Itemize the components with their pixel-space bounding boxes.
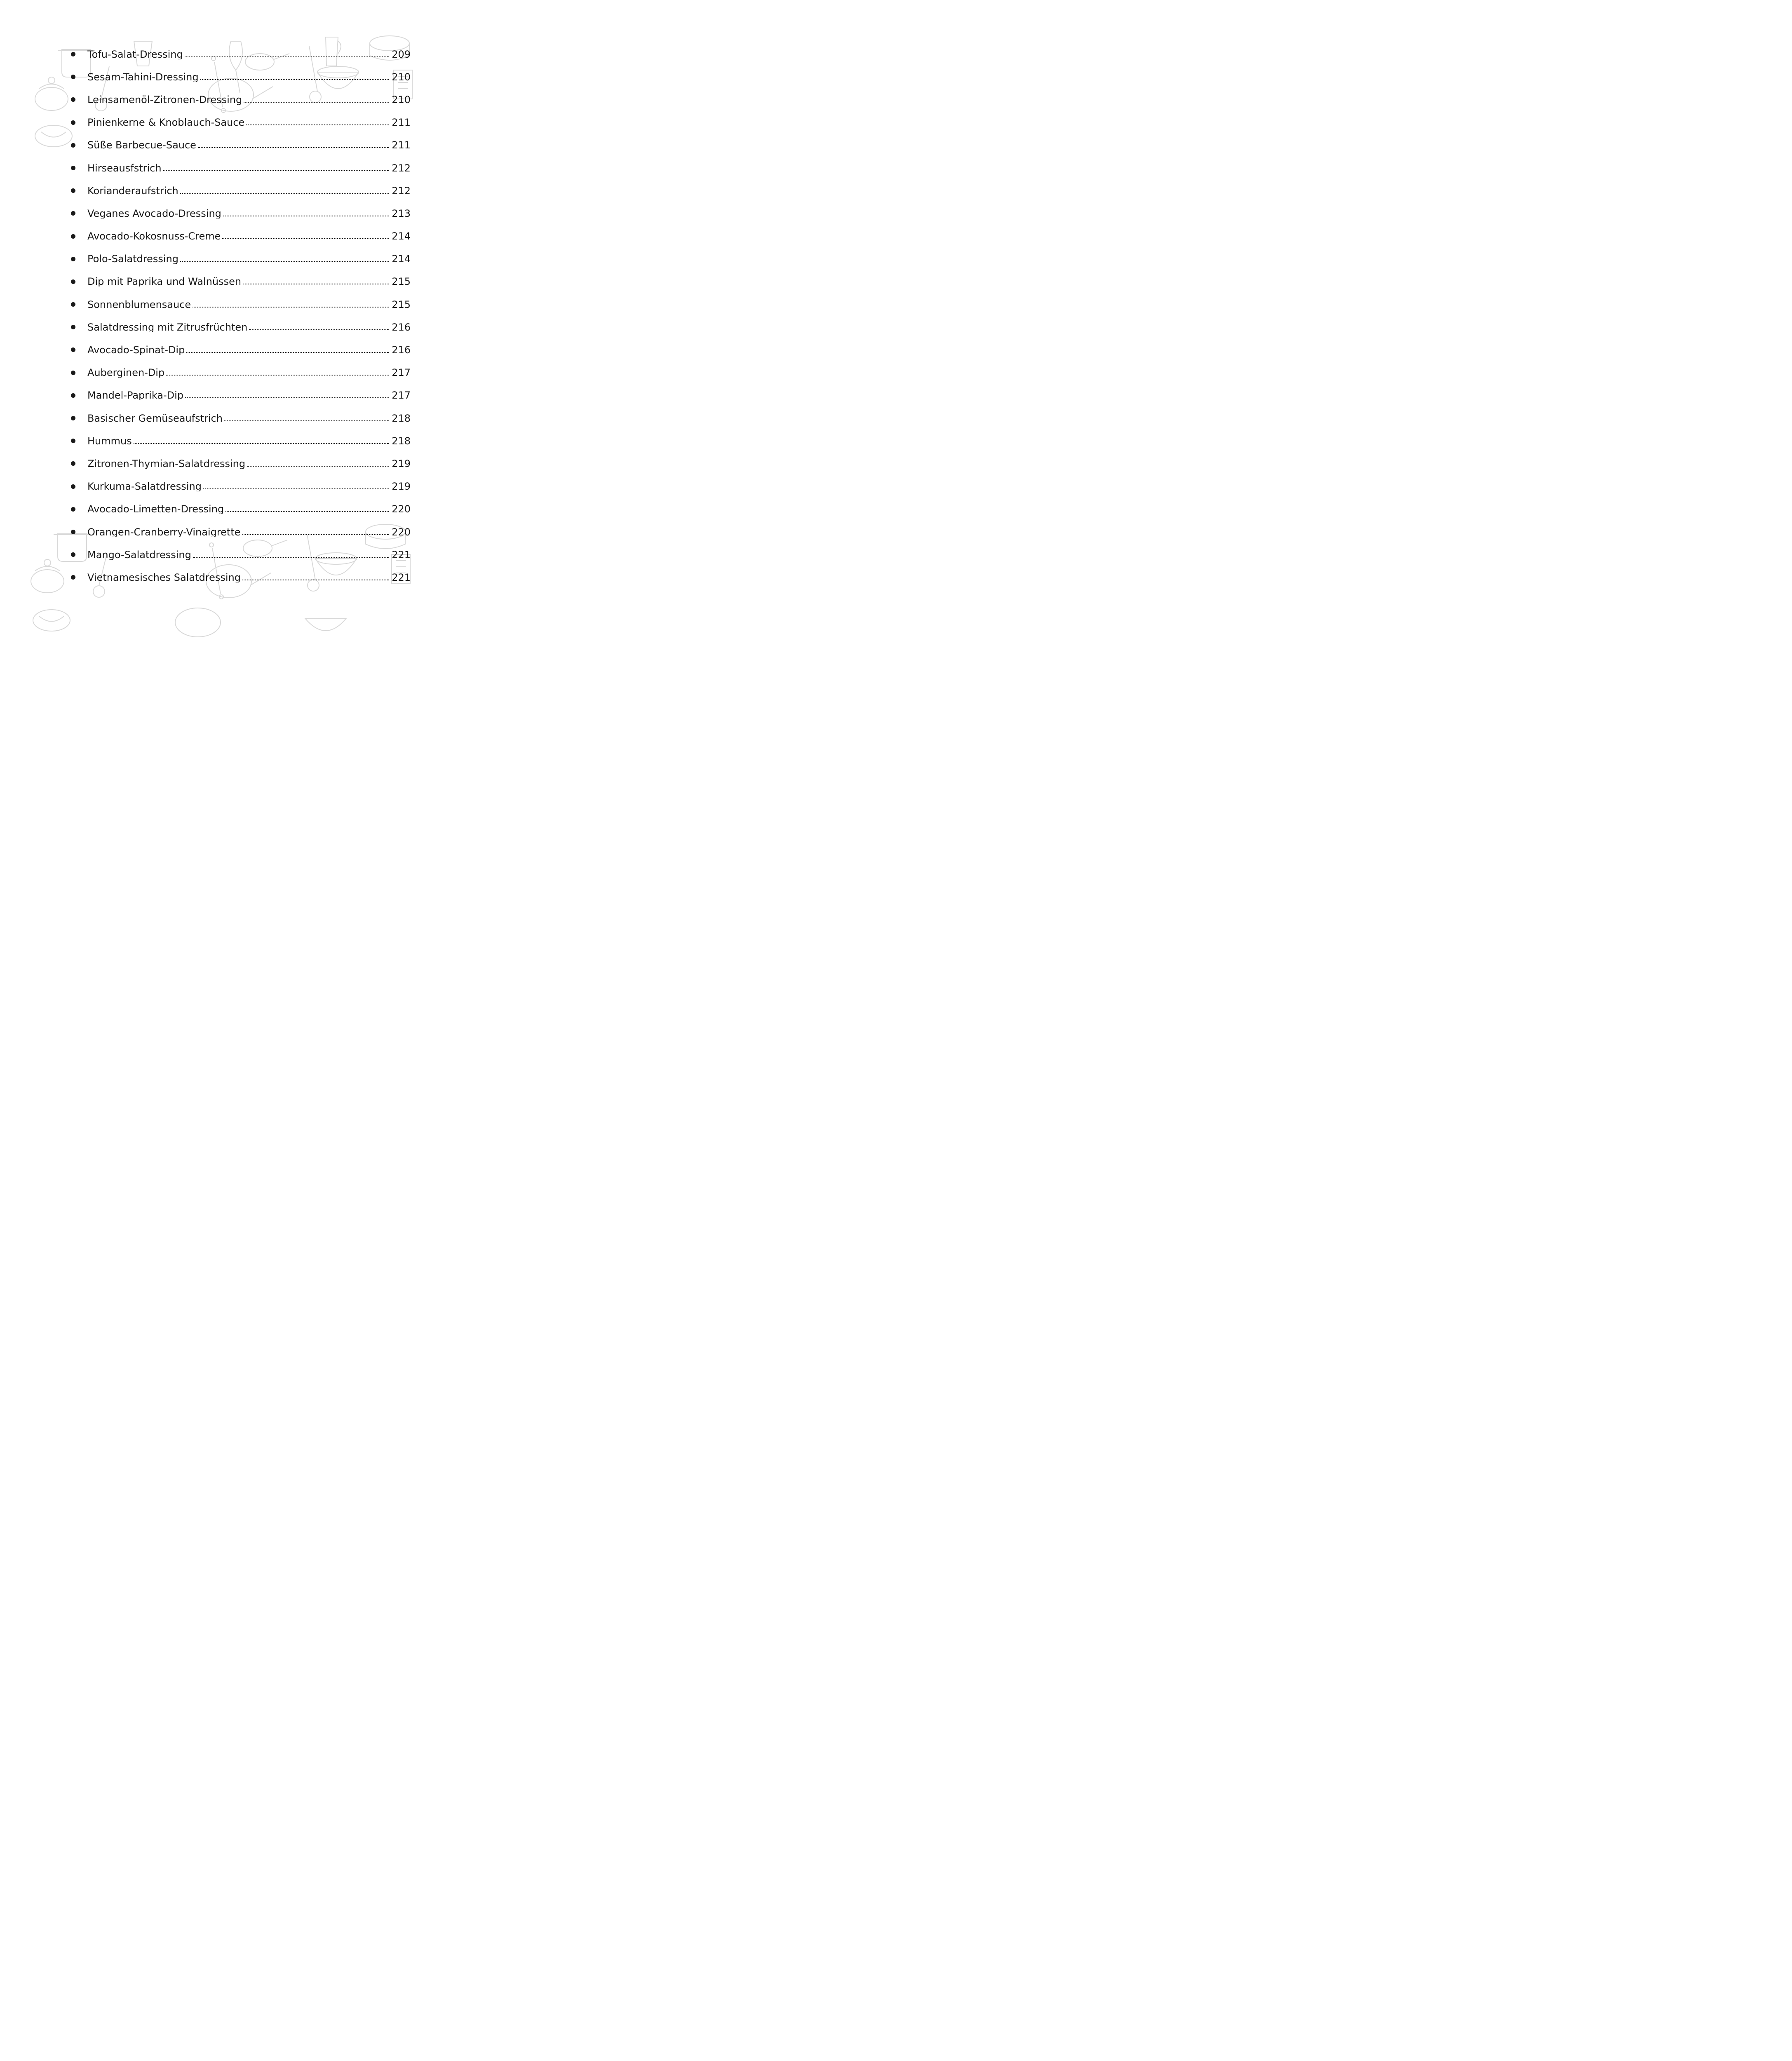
toc-entry-body [87, 368, 411, 378]
toc-entry-body [87, 300, 411, 310]
dot-leader [200, 78, 390, 80]
toc-entry-body [87, 345, 411, 355]
toc-entry-body [87, 504, 411, 514]
dot-leader [185, 56, 390, 57]
toc-entry-title: Mango-Salatdressing [87, 549, 191, 560]
toc-entry-body [87, 459, 411, 469]
strainer-sketch [33, 610, 70, 631]
bullet-icon [71, 234, 75, 239]
dot-leader [225, 510, 389, 512]
toc-entry[interactable] [69, 475, 411, 498]
dot-leader [242, 579, 389, 580]
dot-leader [185, 397, 389, 398]
toc-entry[interactable] [69, 202, 411, 225]
toc-entry-body [87, 209, 411, 218]
toc-entry-title: Dip mit Paprika und Walnüssen [87, 277, 242, 287]
lidded-pot-sketch [35, 77, 68, 110]
toc-entry-title: Tofu-Salat-Dressing [87, 49, 183, 59]
bullet-icon [71, 75, 75, 79]
toc-entry-page-number: 212 [392, 185, 411, 196]
toc-entry[interactable] [69, 248, 411, 270]
toc-entry-page-number: 216 [392, 322, 411, 332]
toc-entry[interactable] [69, 157, 411, 179]
bullet-icon [71, 484, 75, 489]
toc-entry-body [87, 231, 411, 241]
dot-leader [249, 329, 389, 330]
dot-leader [134, 442, 389, 444]
toc-entry-title: Avocado-Spinat-Dip [87, 345, 185, 355]
toc-entry-page-number: 219 [392, 481, 411, 492]
bullet-icon [71, 120, 75, 125]
bullet-icon [71, 371, 75, 375]
toc-entry-page-number: 213 [392, 208, 411, 218]
dot-leader [193, 556, 389, 558]
bullet-icon [71, 439, 75, 443]
colander-sketch [175, 608, 221, 637]
toc-entry-page-number: 220 [392, 504, 411, 514]
toc-entry-page-number: 216 [392, 345, 411, 355]
dot-leader [166, 374, 389, 376]
dot-leader [246, 124, 389, 125]
toc-entry-page-number: 211 [392, 117, 411, 128]
toc-entry-page-number: 217 [392, 390, 411, 401]
toc-entry[interactable] [69, 225, 411, 248]
toc-entry-page-number: 221 [392, 572, 411, 582]
dot-leader [247, 465, 389, 467]
toc-entry-title: Sesam-Tahini-Dressing [87, 72, 199, 82]
toc-entry-page-number: 215 [392, 277, 411, 287]
bullet-icon [71, 97, 75, 102]
toc-entry-title: Avocado-Limetten-Dressing [87, 504, 224, 514]
toc-entry-title: Vietnamesisches Salatdressing [87, 572, 241, 582]
toc-entry-body [87, 72, 411, 82]
toc-entry-title: Polo-Salatdressing [87, 254, 178, 264]
bullet-icon [71, 166, 75, 170]
dot-leader [193, 306, 389, 308]
bullet-icon [71, 507, 75, 512]
dot-leader [222, 237, 389, 239]
toc-entry-page-number: 219 [392, 458, 411, 469]
bullet-icon [71, 143, 75, 148]
toc-entry-body [87, 49, 411, 59]
toc-entry[interactable] [69, 407, 411, 430]
toc-entry[interactable] [69, 521, 411, 543]
toc-entry-body [87, 117, 411, 127]
toc-entry-body [87, 390, 411, 400]
toc-entry-body [87, 413, 411, 423]
toc-entry[interactable] [69, 316, 411, 338]
toc-entry-title: Zitronen-Thymian-Salatdressing [87, 458, 246, 469]
bullet-icon [71, 211, 75, 216]
toc-entry-body [87, 527, 411, 537]
toc-entry[interactable] [69, 452, 411, 475]
dot-leader [180, 260, 389, 262]
toc-entry[interactable] [69, 88, 411, 111]
toc-entry[interactable] [69, 498, 411, 521]
toc-entry-title: Orangen-Cranberry-Vinaigrette [87, 527, 241, 537]
toc-entry-page-number: 209 [392, 49, 411, 59]
toc-entry[interactable] [69, 543, 411, 566]
toc-entry[interactable] [69, 179, 411, 202]
bullet-icon [71, 393, 75, 398]
toc-entry-page-number: 220 [392, 527, 411, 537]
toc-entry-body [87, 322, 411, 332]
dot-leader [243, 283, 389, 284]
toc-entry-body [87, 163, 411, 173]
bullet-icon [71, 575, 75, 580]
toc-entry-page-number: 210 [392, 72, 411, 82]
toc-entry-title: Auberginen-Dip [87, 368, 165, 378]
toc-entry-page-number: 212 [392, 163, 411, 173]
toc-entry-page-number: 214 [392, 231, 411, 242]
dot-leader [163, 169, 390, 171]
toc-entry-body [87, 186, 411, 196]
toc-entry[interactable] [69, 43, 411, 66]
toc-entry-title: Avocado-Kokosnuss-Creme [87, 231, 221, 242]
bullet-icon [71, 302, 75, 307]
document-page [0, 0, 456, 644]
strainer-sketch [35, 125, 72, 147]
toc-entry-body [87, 436, 411, 446]
toc-entry[interactable] [69, 430, 411, 452]
toc-entry-title: Sonnenblumensauce [87, 299, 191, 310]
dot-leader [224, 420, 389, 421]
toc-entry-body [87, 481, 411, 491]
toc-entry-body [87, 254, 411, 264]
toc-entry-body [87, 550, 411, 560]
toc-entry-body [87, 573, 411, 582]
bullet-icon [71, 347, 75, 352]
bullet-icon [71, 461, 75, 466]
toc-entry-title: Veganes Avocado-Dressing [87, 208, 221, 218]
toc-entry-title: Hummus [87, 436, 132, 446]
toc-entry-page-number: 218 [392, 413, 411, 423]
toc-entry-body [87, 140, 411, 150]
toc-entry-title: Korianderaufstrich [87, 185, 178, 196]
toc-entry[interactable] [69, 270, 411, 293]
bullet-icon [71, 325, 75, 329]
dot-leader [203, 488, 389, 489]
toc-entry-page-number: 211 [392, 140, 411, 150]
toc-entry-title: Salatdressing mit Zitrusfrüchten [87, 322, 248, 332]
bullet-icon [71, 279, 75, 284]
toc-entry[interactable] [69, 361, 411, 384]
toc-entry-page-number: 214 [392, 254, 411, 264]
toc-entry-page-number: 215 [392, 299, 411, 310]
toc-entry[interactable] [69, 293, 411, 316]
toc-entry[interactable] [69, 384, 411, 407]
dot-leader [242, 533, 390, 535]
bullet-icon [71, 552, 75, 557]
dot-leader [198, 146, 389, 148]
bullet-icon [71, 257, 75, 261]
bowl-sketch [305, 618, 346, 631]
bullet-icon [71, 188, 75, 193]
toc-entry-title: Basischer Gemüseaufstrich [87, 413, 223, 423]
toc-entry[interactable] [69, 66, 411, 88]
bullet-icon [71, 52, 75, 56]
toc-entry-page-number: 217 [392, 368, 411, 378]
dot-leader [180, 192, 389, 194]
toc-entry[interactable] [69, 338, 411, 361]
toc-entry-title: Kurkuma-Salatdressing [87, 481, 202, 492]
toc-entry-page-number: 210 [392, 94, 411, 105]
bullet-icon [71, 530, 75, 534]
dot-leader [223, 215, 389, 216]
toc-entry-title: Pinienkerne & Knoblauch-Sauce [87, 117, 245, 128]
lidded-pot-sketch [31, 559, 64, 593]
toc-entry-page-number: 221 [392, 549, 411, 560]
table-of-contents-list [69, 43, 411, 589]
toc-entry-title: Hirseausfstrich [87, 163, 162, 173]
toc-entry-title: Mandel-Paprika-Dip [87, 390, 184, 401]
toc-entry[interactable] [69, 134, 411, 157]
toc-entry[interactable] [69, 111, 411, 134]
toc-entry-page-number: 218 [392, 436, 411, 446]
bullet-icon [71, 416, 75, 420]
toc-entry-title: Leinsamenöl-Zitronen-Dressing [87, 94, 242, 105]
dot-leader [244, 101, 389, 103]
toc-entry-title: Süße Barbecue-Sauce [87, 140, 196, 150]
toc-entry[interactable] [69, 566, 411, 589]
dot-leader [186, 351, 389, 353]
toc-entry-body [87, 277, 411, 286]
toc-entry-body [87, 95, 411, 105]
